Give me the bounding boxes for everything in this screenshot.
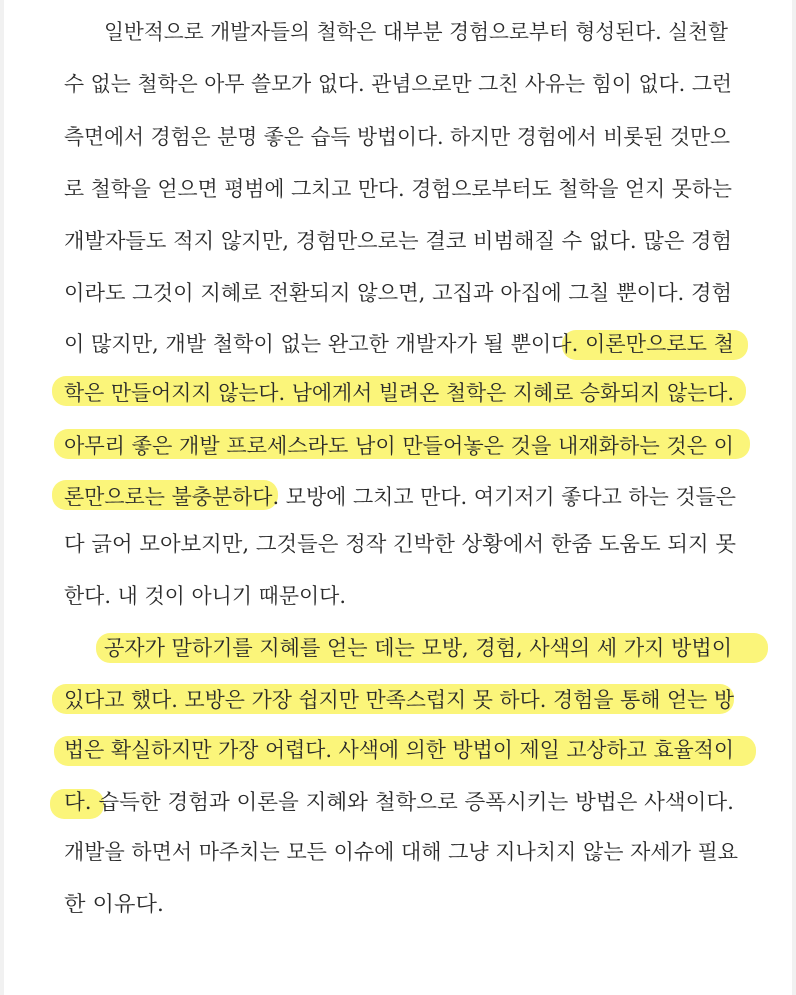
text-line-content: 아무리 좋은 개발 프로세스라도 남이 만들어놓은 것을 내재화하는 것은 이: [64, 434, 734, 458]
text-line-content: 다 긁어 모아보지만, 그것들은 정작 긴박한 상황에서 한줌 도움도 되지 못: [64, 532, 736, 556]
text-line: [0, 518, 796, 570]
text-line-content: 학은 만들어지지 않는다. 남에게서 빌려온 철학은 지혜로 승화되지 않는다.: [64, 381, 734, 405]
text-line: [0, 267, 796, 319]
text-line: [0, 471, 796, 523]
text-line-content: 개발을 하면서 마주치는 모든 이슈에 대해 그냥 지나치지 않는 자세가 필요: [64, 840, 738, 864]
text-line-content: 일반적으로 개발자들의 철학은 대부분 경험으로부터 형성된다. 실천할: [104, 20, 728, 44]
text-line-content: 한 이유다.: [64, 892, 164, 916]
text-line: [0, 724, 796, 776]
text-line: [0, 58, 796, 110]
text-line-content: 수 없는 철학은 아무 쓸모가 없다. 관념으로만 그친 사유는 힘이 없다. 그런: [64, 72, 732, 96]
text-line-content: 측면에서 경험은 분명 좋은 습득 방법이다. 하지만 경험에서 비롯된 것만으: [64, 125, 730, 149]
text-line: [0, 163, 796, 215]
text-line-content: 로 철학을 얻으면 평범에 그치고 만다. 경험으로부터도 철학을 얻지 못하는: [64, 177, 732, 201]
text-line: [0, 674, 796, 726]
text-line: [0, 570, 796, 622]
text-line-content: 개발자들도 적지 않지만, 경험만으로는 결코 비범해질 수 없다. 많은 경험: [64, 229, 732, 253]
text-line-content: 있다고 했다. 모방은 가장 쉽지만 만족스럽지 못 하다. 경험을 통해 얻는 방: [64, 688, 734, 712]
text-line-content: 법은 확실하지만 가장 어렵다. 사색에 의한 방법이 제일 고상하고 효율적이: [64, 738, 734, 762]
text-line: [0, 622, 796, 674]
text-line-content: 이 많지만, 개발 철학이 없는 완고한 개발자가 될 뿐이다. 이론만으로도 철: [64, 332, 734, 356]
text-line: [0, 111, 796, 163]
text-line-content: 론만으로는 불충분하다. 모방에 그치고 만다. 여기저기 좋다고 하는 것들은: [64, 485, 736, 509]
text-line: [0, 826, 796, 878]
text-line: [0, 6, 796, 58]
text-line-content: 다. 습득한 경험과 이론을 지혜와 철학으로 증폭시키는 방법은 사색이다.: [64, 790, 734, 814]
text-line: [0, 318, 796, 370]
text-line: [0, 215, 796, 267]
text-line: [0, 420, 796, 472]
text-line: [0, 878, 796, 930]
text-line: [0, 367, 796, 419]
text-line-content: 한다. 내 것이 아니기 때문이다.: [64, 584, 346, 608]
text-line-content: 이라도 그것이 지혜로 전환되지 않으면, 고집과 아집에 그칠 뿐이다. 경험: [64, 281, 732, 305]
text-line: [0, 776, 796, 828]
text-line-content: 공자가 말하기를 지혜를 얻는 데는 모방, 경험, 사색의 세 가지 방법이: [104, 636, 732, 660]
